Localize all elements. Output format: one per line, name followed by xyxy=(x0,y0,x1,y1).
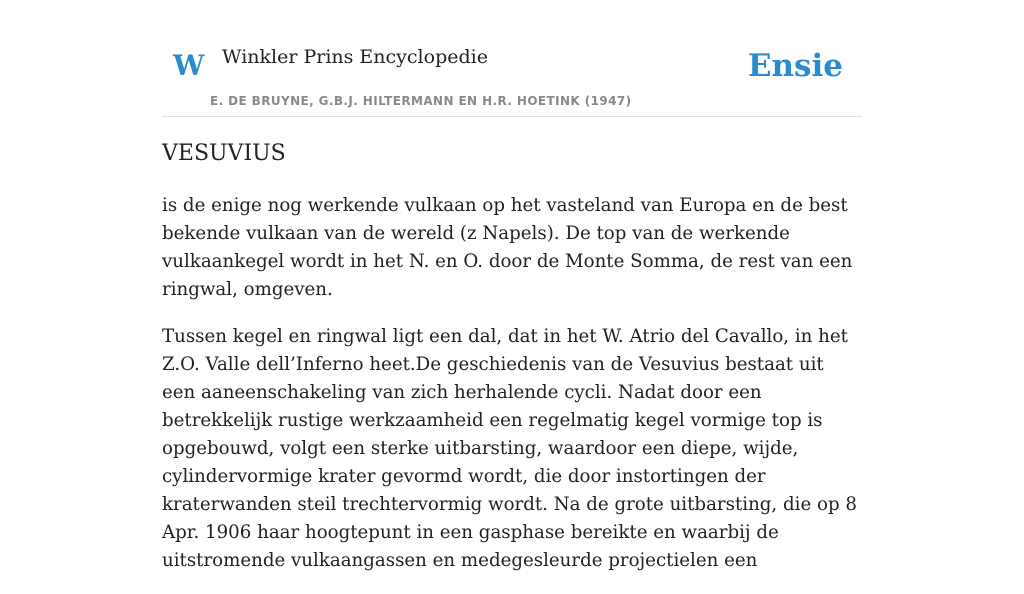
authors-subtitle: E. DE BRUYNE, G.B.J. HILTERMANN EN H.R. HOETINK (1947) xyxy=(210,94,632,108)
article-title: VESUVIUS xyxy=(162,141,286,166)
article-body xyxy=(162,192,862,594)
article-paragraph: Tussen kegel en ringwal ligt een dal, dat in het W. Atrio del Cavallo, in het Z.O. Valle dell’Inferno heet.De geschiedenis van de Vesuvius bestaat uit een aaneenschakeling van zich herhalende cycli. Nadat door een betrekkelijk rustige werkzaamheid een regelmatig kegel vormige top is opgebouwd, volgt een sterke uitbarsting, waardoor een diepe, wijde, cylindervormige krater gevormd wordt, die door instortingen der kraterwanden steil trechtervormig wordt. Na de grote uitbarsting, die op 8 Apr. 1906 haar hoogtepunt in een gasphase bereikte en waarbij de uitstromende vulkaangassen en medegesleurde projectielen een xyxy=(162,326,857,571)
site-title[interactable]: Winkler Prins Encyclopedie xyxy=(222,46,488,68)
article-paragraph: is de enige nog werkende vulkaan op het vasteland van Europa en de best bekende vulkaan van de wereld (z Napels). De top van de werkende vulkaankegel wordt in het N. en O. door de Monte Somma, de rest van een ringwal, omgeven. xyxy=(162,195,853,300)
site-header xyxy=(162,0,862,117)
winkler-prins-logo-icon[interactable]: W xyxy=(173,49,205,82)
page xyxy=(162,0,862,571)
ensie-brand-logo[interactable]: Ensie xyxy=(747,48,843,84)
